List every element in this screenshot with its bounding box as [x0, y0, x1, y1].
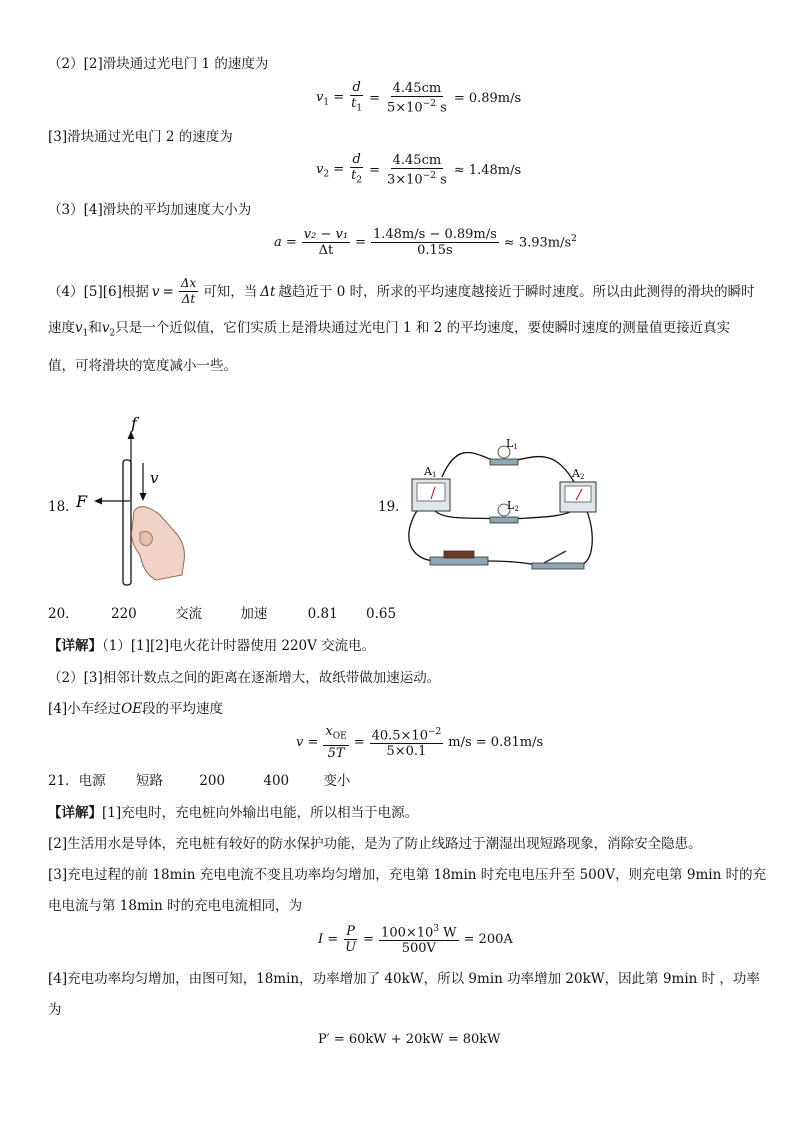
q17-equation-a: a = $\frac{\text{v₂ − v₁}}{\Delta t}$ = $\frac{1.48m/s - 0.89m/s}{0.15s}$ ≈ $3.93m/s^2$	[274, 227, 577, 258]
v-label: v	[150, 469, 159, 487]
q17-part2-intro: （2）[2]滑块通过光电门 1 的速度为	[48, 56, 269, 72]
q21-detail-line5: [4]充电功率均匀增加，由图可知，18min，功率增加了 40kW，所以 9min 功率增加 20kW，因此第 9min 时 ，功率	[48, 971, 760, 987]
wire-top-right	[512, 457, 574, 482]
q18-figure	[70, 415, 200, 590]
q20-equation: v = $\frac{x_{OE}}{5T}$ = $\frac{40.5\times 10^{-2}}{5\times 0.1}$ m/s = 0.81m/s	[296, 724, 544, 761]
q21-detail-line1: 【详解】[1]充电时，充电桩向外输出电能，所以相当于电源。	[48, 805, 419, 821]
l1-label: L1	[506, 437, 518, 451]
q21-equation-current: I = $\frac{P}{U}$ = $\frac{100\times 10^3 W}{500V}$ = 200A	[318, 923, 513, 957]
l2-label: L2	[507, 499, 519, 513]
q21-equation-power: P′ = 60kW + 20kW = 80kW	[318, 1032, 501, 1047]
rod-shape	[123, 460, 131, 585]
q20-detail-line2: （2）[3]相邻计数点之间的距离在逐渐增大，故纸带做加速运动。	[48, 670, 441, 686]
q17-part4-intro: （3）[4]滑块的平均加速度大小为	[48, 202, 252, 218]
battery-shape	[444, 551, 474, 558]
bulb-l1-base	[490, 459, 518, 465]
q21-detail-line3: [3]充电过程的前 18min 充电电流不变且功率均匀增加，充电第 18min 时充电电压升至 500V，则充电第 9min 时的充	[48, 867, 767, 883]
q20-detail-line1: 【详解】（1）[1][2]电火花计时器使用 220V 交流电。	[48, 638, 376, 654]
q17-part3-intro: [3]滑块通过光电门 2 的速度为	[48, 129, 233, 145]
switch-base	[532, 563, 584, 569]
hand-shape	[131, 507, 184, 580]
q18-number: 18．	[48, 499, 79, 515]
q19-circuit-figure	[404, 437, 604, 577]
q17-part5-line1: （4）[5][6]根据 v = $\frac{\Delta x}{\Delta t}$ 可知，当 Δt 越趋近于 0 时，所求的平均速度越接近于瞬时速度。所以由此测得的滑块的瞬时	[48, 276, 755, 306]
q21-detail-line2: [2]生活用水是导体，充电桩有较好的防水保护功能，是为了防止线路过于潮湿出现短路现象，消除安全隐患。	[48, 836, 702, 852]
q17-part5-line3: 值，可将滑块的宽度减小一些。	[48, 358, 237, 374]
q20-answers: 20． 220 交流 加速 0.81 0.65	[48, 606, 397, 622]
q21-answers: 21．电源 短路 200 400 变小	[48, 773, 351, 789]
bulb-l2-base	[490, 517, 518, 523]
q21-detail-line4: 电电流与第 18min 时的充电电流相同，为	[48, 898, 303, 914]
wire-right-loop	[582, 509, 592, 565]
wire-left-loop	[409, 509, 434, 561]
q17-equation-v1: $v_1$ = $\frac{d}{t_1}$ = $\frac{4.45cm}{5\times 10^{-2} s}$ = 0.89m/s	[316, 80, 522, 116]
f-label: f	[131, 415, 137, 433]
q17-equation-v2: $v_2$ = $\frac{d}{t_2}$ = $\frac{4.45cm}{3\times 10^{-2} s}$ ≈ 1.48m/s	[316, 152, 522, 188]
q17-part5-line2: 速度$v_1$和$v_2$只是一个近似值，它们实质上是滑块通过光电门 1 和 2 的平均速度，要使瞬时速度的测量值更接近真实	[48, 320, 731, 339]
switch-lever	[544, 551, 566, 563]
q19-number: 19．	[378, 499, 409, 515]
q21-detail-line6: 为	[48, 1002, 62, 1018]
F-label: F	[76, 492, 88, 511]
q20-detail-line3: [4]小车经过OE段的平均速度	[48, 701, 224, 717]
wire-top-left	[442, 452, 496, 477]
wire-battery-switch	[486, 561, 538, 565]
a1-label: A1	[424, 465, 437, 479]
a2-label: A2	[572, 467, 585, 481]
